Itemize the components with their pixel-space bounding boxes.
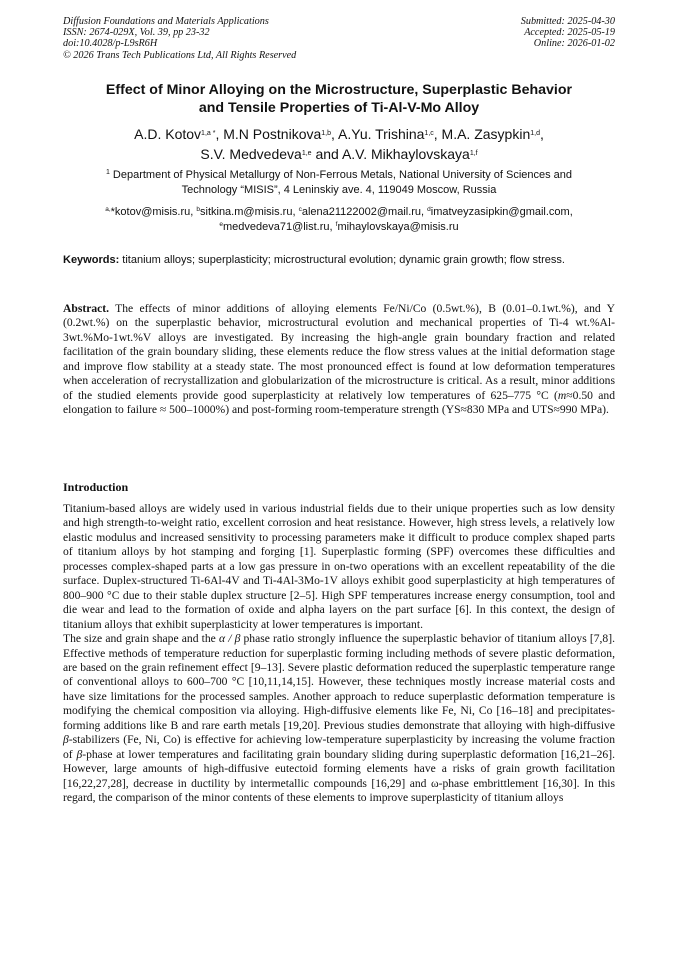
affiliation-line-2: Technology “MISIS”, 4 Leninskiy ave. 4, 119049 Moscow, Russia (181, 183, 497, 196)
email-sup: b (196, 206, 200, 213)
author-separator: , (331, 126, 339, 142)
keywords (63, 253, 615, 268)
author-name: A.D. Kotov (134, 126, 202, 142)
author-name: A.Yu. Trishina (338, 126, 425, 142)
author-name: S.V. Medvedeva (200, 146, 302, 162)
beta-symbol: β (76, 747, 83, 761)
author-affil-sup: 1,a * (201, 130, 216, 137)
alpha-beta-symbol: α / β (218, 632, 241, 646)
author-separator: , (539, 126, 544, 142)
email-sup: d (427, 206, 431, 213)
author-line-2 (40, 144, 638, 164)
email-link[interactable]: medvedeva71@list.ru, (222, 220, 336, 233)
author-separator: , (433, 126, 442, 142)
author-line-1 (40, 124, 638, 144)
email-line-2 (50, 220, 628, 235)
email-sup: e (219, 220, 223, 228)
section-heading-introduction: Introduction (63, 480, 129, 494)
email-link[interactable]: sitkina.m@misis.ru, (200, 206, 299, 218)
author-affil-sup: 1,e (301, 150, 312, 157)
author-affil-sup: 1,f (469, 150, 478, 157)
affiliation (60, 168, 618, 197)
author-affil-sup: 1,b (321, 130, 332, 137)
abstract-text: The effects of minor additions of alloying elements Fe/Ni/Co (0.5wt.%), B (0.01–0.1wt.%), and Y (0.2wt.%) on the superplastic behavior, microstructural evolution and mechanical properties of Ti-4 wt.%Al-3wt.%Mo-1wt.%V alloys are investigated. By increasing the high-angle grain boundary fraction and related facilitation of the grain boundary sliding, these elements reduce the flow stress values at the initial deformation stage and improve flow stability at a steady state. The most pronounced effect is found at low deformation temperatures when acceleration of recrystallization and globularization of the microstructure is critical. As a result, minor additions of the studied elements provide good superplasticity at relatively low temperatures of 625–775 °C ( (63, 302, 615, 402)
abstract-label: Abstract. (63, 302, 110, 315)
author-name: A.V. Mikhaylovskaya (341, 146, 470, 162)
introduction-body (63, 502, 615, 806)
email-link[interactable]: mihaylovskaya@misis.ru (337, 220, 459, 233)
online-date: Online: 2026-01-02 (533, 38, 615, 50)
abstract (63, 302, 615, 418)
paragraph (63, 632, 615, 805)
keywords-label: Keywords: (63, 254, 120, 266)
email-link[interactable]: imatveyzasipkin@gmail.com, (430, 206, 573, 218)
paragraph-text: phase ratio strongly influence the superplastic behavior of titanium alloys [7,8]. Effective methods of temperature reduction for superplastic forming including methods of severe plastic deformation, are based on the grain refinement effect [9–13]. Severe plastic deformation reduced the superplastic temperature range of conventional alloys to 600–700 °C [10,11,14,15]. However, these techniques mostly increase material costs and have size limitations for the processed samples. Another approach to reduce superplastic deformation temperature is modifying the chemical composition via alloying. High-diffusive elements like Fe, Ni, Co [16–18] and precipitates-forming additions like B and rare earth metals [19,20]. Previous studies demonstrate that alloying with high-diffusive (63, 632, 615, 732)
affiliation-text: Department of Physical Metallurgy of Non-Ferrous Metals, National University of Sciences and (109, 169, 573, 181)
email-sup: f (335, 220, 338, 228)
keywords-text: titanium alloys; superplasticity; microstructural evolution; dynamic grain growth; flow stress. (119, 254, 565, 266)
author-name: M.A. Zasypkin (441, 126, 531, 142)
author-list (40, 124, 638, 164)
paragraph: Titanium-based alloys are widely used in various industrial fields due to their unique properties such as low density and high strength-to-weight ratio, excellent corrosion and heat resistance. However, high stress levels, a relatively low elastic modulus and increased sensitivity to processing parameters make it difficult to produce complex shaped parts of titanium alloys by hot stamping and forging [1]. Superplastic forming (SPF) overcomes these difficulties and processes complex-shaped parts at a low gas pressure in on-two operations with an excellent repeatability of the die surface. Duplex-structured Ti-6Al-4V and Ti-4Al-3Mo-1V alloys exhibit good superplasticity at high temperatures of 800–900 °C due to their stable duplex structure [2–5]. High SPF temperatures increase energy consumption, tool and die wear and lead to the formation of oxide and alpha layers on the part surface [6]. In this context, the design of titanium alloys that exhibit superplasticity at lower temperatures is important. (63, 502, 615, 631)
affiliation-sup: 1 (105, 169, 110, 176)
affiliation-line-1 (60, 168, 618, 183)
email-sup: c (298, 206, 302, 213)
copyright-notice: © 2026 Trans Tech Publications Ltd, All Rights Reserved (63, 49, 297, 61)
email-line-1 (50, 205, 628, 220)
paper-title (40, 81, 638, 117)
title-line-2: and Tensile Properties of Ti-Al-V-Mo Alloy (198, 100, 480, 116)
abstract-m-symbol: m (557, 388, 567, 402)
author-name: M.N Postnikova (223, 126, 322, 142)
dates-header (521, 16, 615, 50)
email-sup: a, (105, 206, 111, 213)
submitted-date: Submitted: 2025-04-30 (520, 16, 615, 27)
accepted-date: Accepted: 2025-05-19 (524, 27, 615, 39)
author-separator: , (215, 126, 224, 142)
beta-symbol: β (63, 733, 69, 747)
title-line-1: Effect of Minor Alloying on the Microstructure, Superplastic Behavior (105, 82, 573, 98)
email-list (50, 205, 628, 234)
author-separator: and (311, 146, 342, 162)
email-link[interactable]: alena21122002@mail.ru, (301, 206, 428, 218)
author-affil-sup: 1,c (424, 130, 434, 137)
journal-name: Diffusion Foundations and Materials Applications (63, 16, 269, 27)
email-link[interactable]: *kotov@misis.ru, (110, 206, 197, 218)
author-affil-sup: 1,d (530, 130, 540, 137)
paragraph-text: -stabilizers (Fe, Ni, Co) is effective for achieving low-temperature superplasticity by increasing the volume fraction of (63, 733, 615, 761)
paragraph-text: The size and grain shape and the (63, 632, 219, 646)
journal-doi[interactable]: doi:10.4028/p-L9sR6H (63, 38, 158, 50)
paragraph-text: -phase at lower temperatures and facilitating grain boundary sliding during superplastic deformation [16,21–26]. However, large amounts of high-diffusive eutectoid forming elements have a risks of grain growth facilitation [16,22,27,28], decrease in ductility by intermetallic compounds [16,29] and ω-phase embrittlement [16,30]. In this regard, the comparison of the minor contents of these elements to improve superplasticity of titanium alloys (63, 747, 615, 805)
abstract-text-2: ≈0.50 and elongation to failure ≈ 500–1000%) and post-forming room-temperature strength (YS≈830 MPa and UTS≈990 MPa). (63, 388, 615, 417)
journal-issn: ISSN: 2674-029X, Vol. 39, pp 23-32 (63, 27, 210, 39)
journal-header (63, 16, 296, 61)
